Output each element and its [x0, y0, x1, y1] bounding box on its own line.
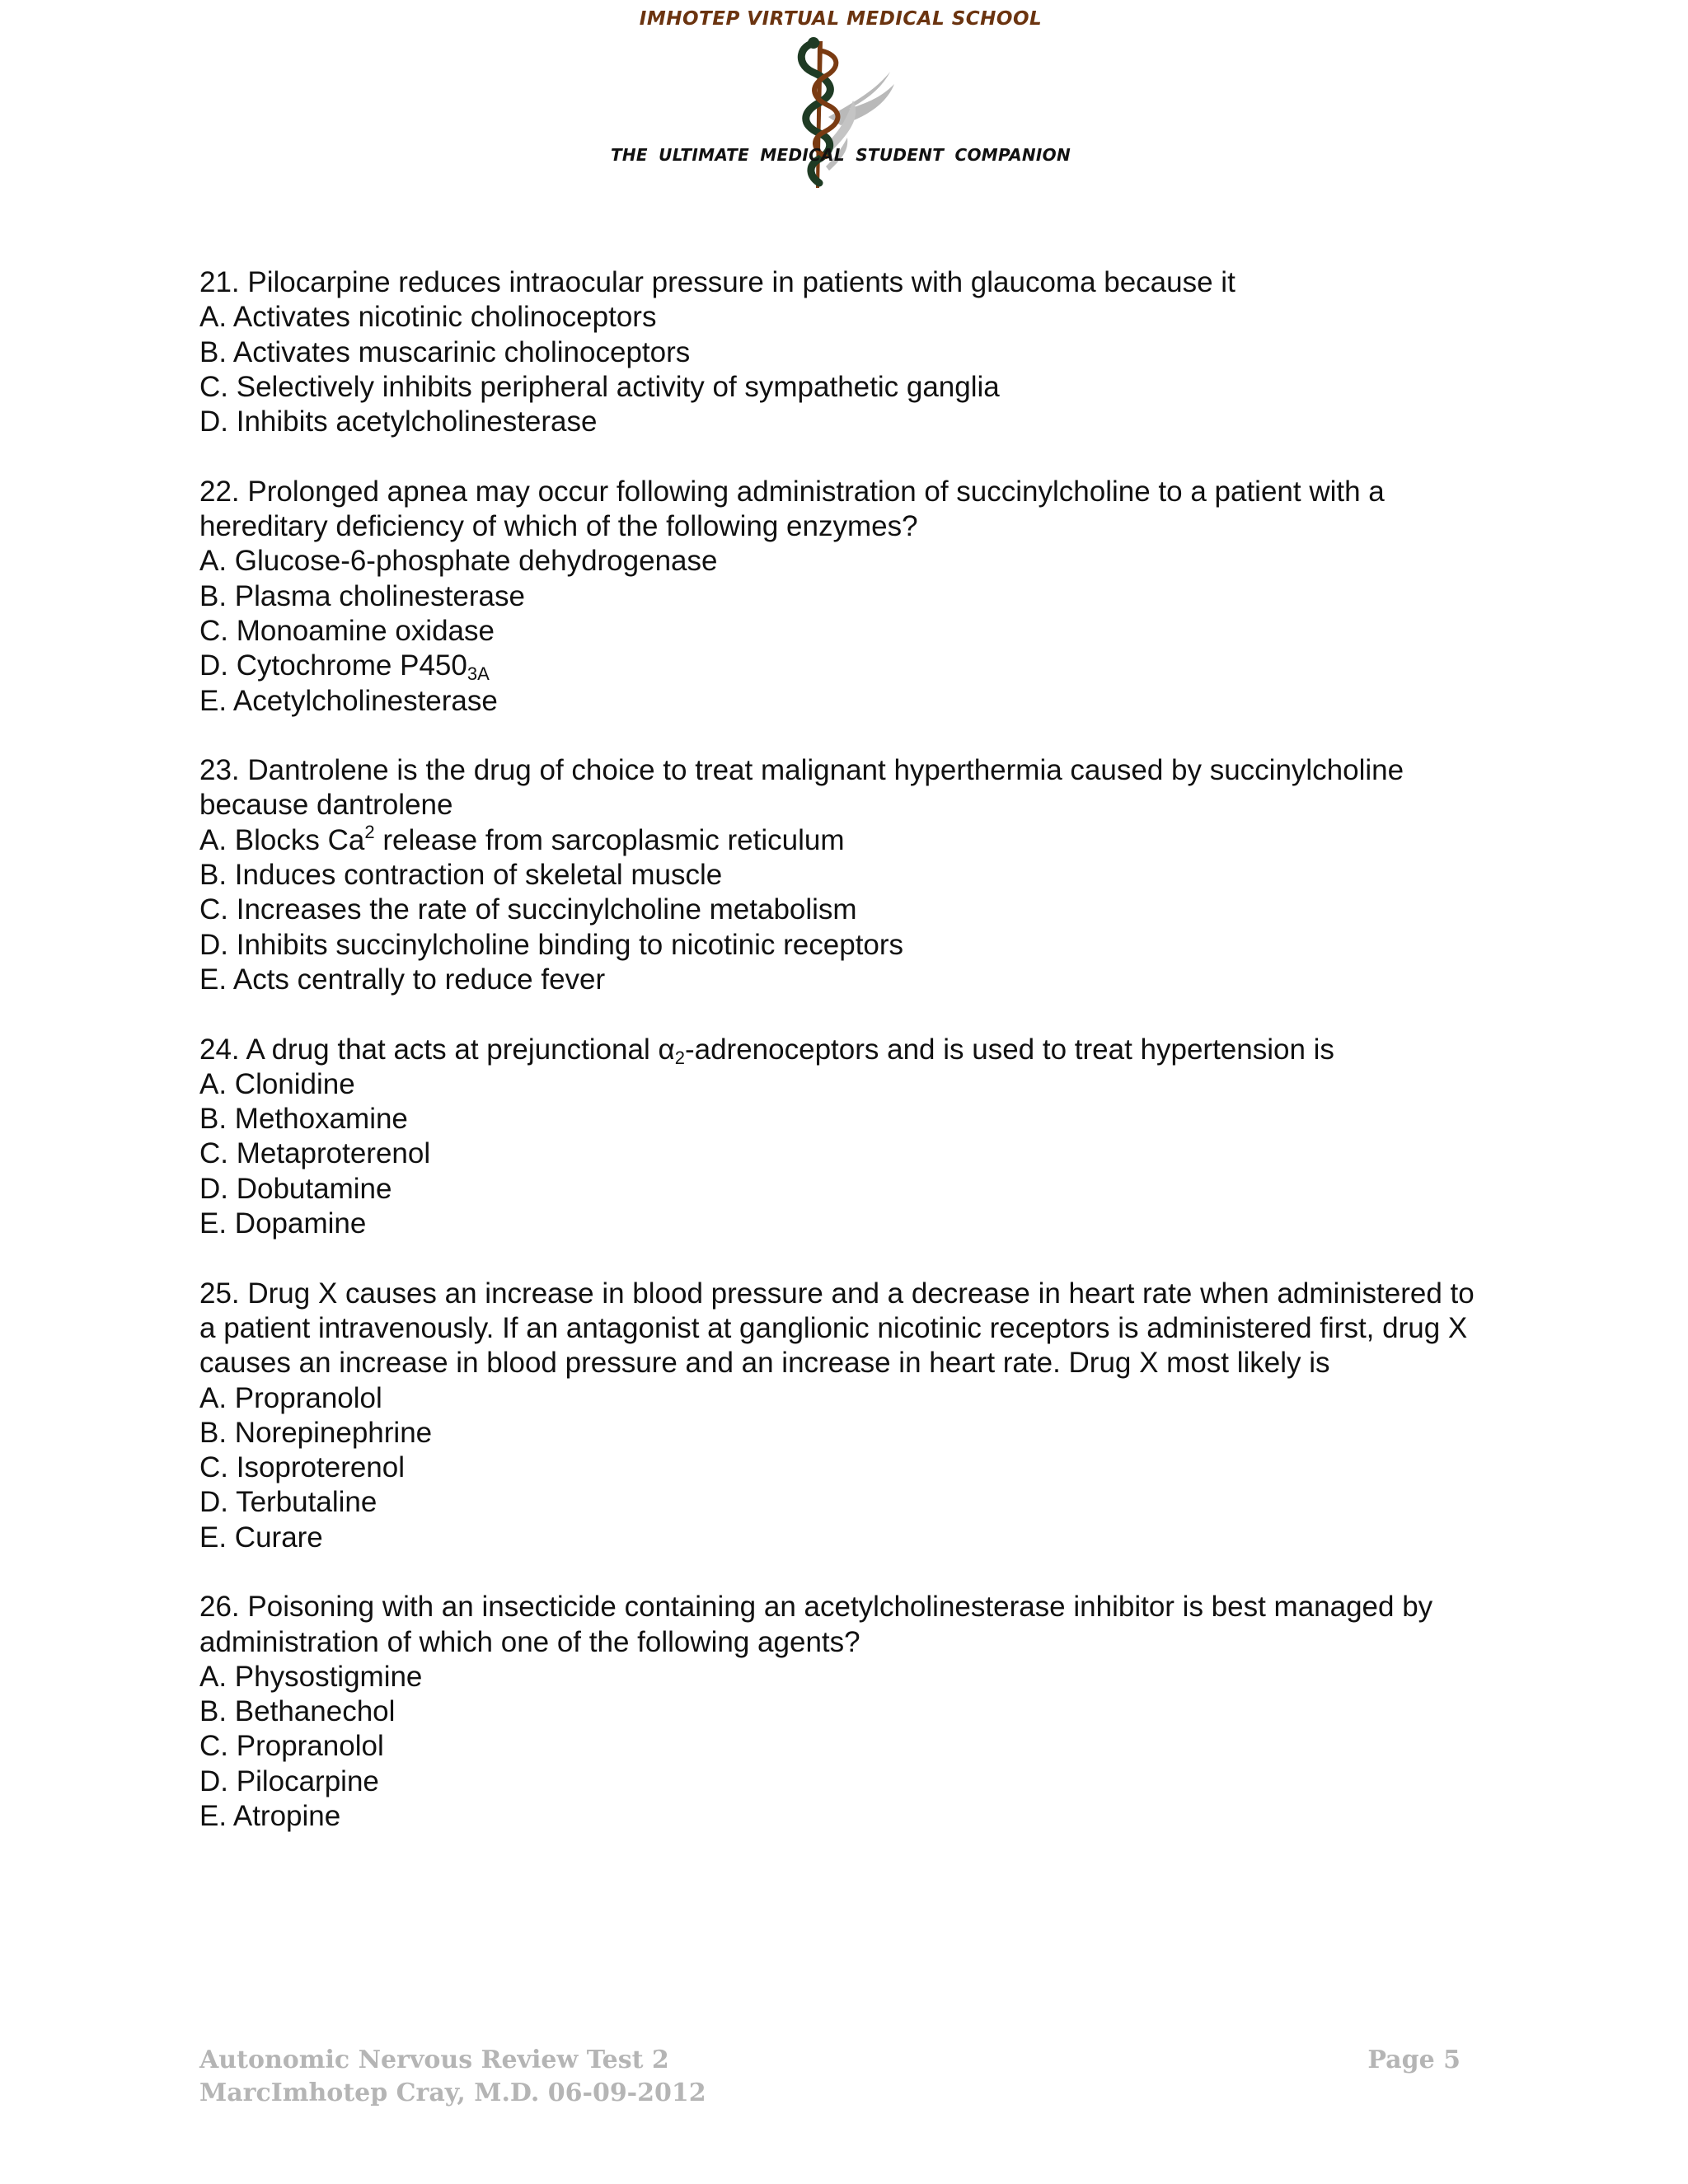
answer-option: B. Induces contraction of skeletal muscle [199, 859, 723, 892]
question-stem: 25. Drug X causes an increase in blood pressure and a decrease in heart rate when administered to a patient intravenously. If an antagonist at ganglionic nicotinic receptors is administered first, drug X causes an increase in blood pressure and an increase in heart rate. Drug X most likely is [199, 1277, 1483, 1380]
answer-option: B. Norepinephrine [199, 1416, 433, 1449]
question-stem: 26. Poisoning with an insecticide containing an acetylcholinesterase inhibitor is best managed by administration of which one of the following agents? [199, 1591, 1441, 1658]
answer-option: E. Curare [199, 1521, 323, 1554]
superscript: 2 [364, 821, 375, 842]
subscript: 3A [467, 663, 490, 685]
question-stem: 21. Pilocarpine reduces intraocular pressure in patients with glaucoma because it [199, 266, 1236, 298]
stem-text: -adrenoceptors and is used to treat hypertension is [684, 1033, 1334, 1066]
answer-option: D. Dobutamine [199, 1172, 392, 1205]
page-footer [199, 2044, 1461, 2110]
answer-option: E. Dopamine [199, 1207, 367, 1240]
question-stem: 23. Dantrolene is the drug of choice to treat malignant hyperthermia caused by succinylcholine because dantrolene [199, 754, 1412, 822]
question-23 [199, 753, 1485, 997]
page-number: Page 5 [1367, 2046, 1461, 2074]
answer-option: A. Activates nicotinic cholinoceptors [199, 301, 657, 334]
question-stem [199, 1033, 1485, 1067]
question-26 [199, 1590, 1485, 1834]
school-name: IMHOTEP VIRTUAL MEDICAL SCHOOL [639, 8, 1043, 30]
footer-author-line: MarcImhotep Cray, M.D. 06-09-2012 [199, 2079, 706, 2107]
caduceus-logo [750, 26, 931, 191]
answer-option: D. Inhibits succinylcholine binding to nicotinic receptors [199, 928, 904, 961]
option-text: D. Cytochrome P450 [199, 649, 467, 682]
answer-option: D. Pilocarpine [199, 1765, 379, 1797]
answer-option [199, 823, 1485, 858]
answer-option: A. Clonidine [199, 1067, 355, 1100]
answer-option: D. Terbutaline [199, 1486, 377, 1519]
answer-option: E. Acts centrally to reduce fever [199, 963, 606, 996]
page-header [610, 7, 1071, 190]
answer-option: B. Methoxamine [199, 1103, 408, 1136]
answer-option: B. Activates muscarinic cholinoceptors [199, 335, 691, 368]
answer-option [199, 649, 1485, 683]
question-stem: 22. Prolonged apnea may occur following administration of succinylcholine to a patient with a hereditary deficiency of which of the following enzymes? [199, 475, 1393, 543]
answer-option: D. Inhibits acetylcholinesterase [199, 405, 598, 438]
answer-option: B. Plasma cholinesterase [199, 579, 525, 612]
answer-option: C. Metaproterenol [199, 1137, 431, 1170]
stem-text: 24. A drug that acts at prejunctional α [199, 1033, 675, 1066]
subscript: 2 [674, 1047, 685, 1068]
answer-option: A. Glucose-6-phosphate dehydrogenase [199, 545, 718, 578]
question-list [199, 265, 1485, 1869]
answer-option: C. Selectively inhibits peripheral activity of sympathetic ganglia [199, 370, 1000, 403]
question-24 [199, 1033, 1485, 1242]
footer-doc-title: Autonomic Nervous Review Test 2 [199, 2046, 669, 2074]
question-22 [199, 475, 1485, 719]
answer-option: B. Bethanechol [199, 1695, 396, 1728]
answer-option: C. Increases the rate of succinylcholine metabolism [199, 893, 857, 926]
answer-option: A. Physostigmine [199, 1660, 423, 1693]
question-25 [199, 1277, 1485, 1555]
school-tagline: THE ULTIMATE MEDICAL STUDENT COMPANION [610, 145, 1071, 165]
option-text: A. Blocks Ca [199, 823, 365, 856]
answer-option: E. Acetylcholinesterase [199, 684, 498, 717]
answer-option: A. Propranolol [199, 1381, 382, 1414]
question-21 [199, 265, 1485, 439]
answer-option: C. Propranolol [199, 1730, 384, 1763]
answer-option: C. Monoamine oxidase [199, 614, 495, 647]
answer-option: E. Atropine [199, 1800, 341, 1833]
option-text: release from sarcoplasmic reticulum [374, 823, 845, 856]
answer-option: C. Isoproterenol [199, 1451, 406, 1484]
